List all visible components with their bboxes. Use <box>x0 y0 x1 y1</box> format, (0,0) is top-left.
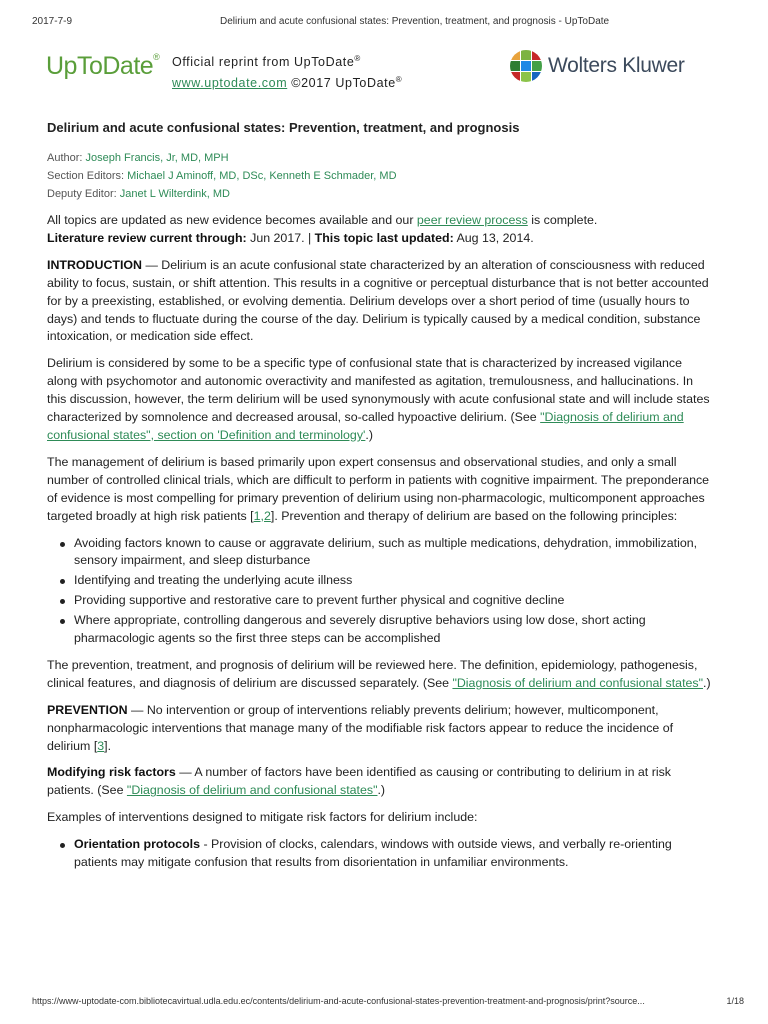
introduction-text: — Delirium is an acute confusional state characterized by an alteration of consciousness with reduced ability to focus, sustain, or shift attention. This results in a cognitive or perceptual disturbance that is not better accounted for by a preexisting, established, or evolving dementia. Delirium develops over a short period of time (usually hours to days) and tends to fluctuate during the course of the day. Delirium is typically caused by a medical condition, substance intoxication, or medication side effect. <box>47 257 709 344</box>
author-label: Author: <box>47 152 83 164</box>
risk-diagnosis-link[interactable]: "Diagnosis of delirium and confusional states" <box>126 783 378 798</box>
deputy-editor-link[interactable]: Janet L Wilterdink, MD <box>119 188 231 200</box>
definition-end: .) <box>365 427 373 442</box>
scope-text: The prevention, treatment, and prognosis of delirium will be reviewed here. The definition, epidemiology, pathogenesis, clinical features, and diagnosis of delirium are discussed separately. (See <box>47 657 698 690</box>
print-url: https://www-uptodate-com.bibliotecavirtual.udla.edu.ec/contents/delirium-and-acute-confusional-states-prevention-treatment-and-prognosis/print?source... <box>32 996 645 1006</box>
prevention-end: ]. <box>104 738 112 753</box>
orientation-text: - Provision of clocks, calendars, windows with outside views, and verbally re-orienting patients may mitigate confusion that results from disorientation in unfamiliar environments. <box>74 837 672 870</box>
reference-link-3[interactable]: 3 <box>97 738 105 753</box>
list-item: Identifying and treating the underlying acute illness <box>47 572 712 590</box>
deputy-editor-line <box>47 185 712 203</box>
definition-text: Delirium is considered by some to be a specific type of confusional state that is characterized by increased vigilance along with psychomotor and autonomic overactivity and manifested as agitation, tremulousness, and hallucinations. In this discussion, however, the term delirium will be used synonymously with acute confusional state and will include states characterized by somnolence and decreased arousal, so-called hypoactive delirium. (See <box>47 356 710 425</box>
branding-row <box>46 48 706 92</box>
article-title: Delirium and acute confusional states: Prevention, treatment, and prognosis <box>47 120 520 135</box>
management-end: ]. Prevention and therapy of delirium are based on the following principles: <box>270 508 678 523</box>
wolters-kluwer-globe-icon <box>510 50 542 82</box>
diagnosis-topic-link[interactable]: "Diagnosis of delirium and confusional states" <box>452 675 704 690</box>
article-content <box>47 120 712 881</box>
uptodate-site-link[interactable]: www.uptodate.com <box>172 76 288 91</box>
management-paragraph <box>47 454 712 526</box>
management-text: The management of delirium is based primarily upon expert consensus and observational studies, and only a small number of controlled clinical trials, which are difficult to perform in patients with cognitive impairment. The preponderance of evidence is most compelling for primary prevention of delirium using non-pharmacologic, multicomponent approaches targeted broadly at high risk patients [ <box>47 454 710 523</box>
lit-review-value: Jun 2017. | <box>250 230 312 245</box>
copyright-mark: ® <box>395 75 403 85</box>
reprint-mark: ® <box>354 54 361 63</box>
risk-factors-paragraph <box>47 764 712 800</box>
orientation-heading: Orientation protocols <box>74 837 200 852</box>
article-credits <box>47 149 712 203</box>
risk-factors-text: — A number of factors have been identified as causing or contributing to delirium in at risk patients. (See <box>47 765 671 798</box>
wolters-kluwer-name: Wolters Kluwer <box>548 54 685 77</box>
reprint-notice <box>172 50 402 92</box>
risk-factors-heading: Modifying risk factors <box>47 765 176 780</box>
section-editors-link[interactable]: Michael J Aminoff, MD, DSc, Kenneth E Schmader, MD <box>127 170 397 182</box>
print-page-title: Delirium and acute confusional states: Prevention, treatment, and prognosis - UpToDate <box>220 16 610 27</box>
update-end: is complete. <box>531 213 598 227</box>
update-notice <box>47 212 712 248</box>
risk-factors-end: .) <box>377 783 386 798</box>
print-date: 2017-7-9 <box>32 16 73 27</box>
prevention-heading: PREVENTION <box>47 702 128 717</box>
author-line <box>47 149 712 167</box>
print-header <box>32 16 744 30</box>
update-intro: All topics are updated as new evidence becomes available and our <box>47 213 414 227</box>
scope-end: .) <box>703 675 711 690</box>
section-editors-line <box>47 167 712 185</box>
last-updated-label: This topic last updated: <box>314 230 454 245</box>
principles-list <box>47 535 712 648</box>
peer-review-link[interactable]: peer review process <box>416 213 528 227</box>
reference-link-1-2[interactable]: 1,2 <box>253 508 271 523</box>
copyright-text: ©2017 UpToDate <box>291 76 396 91</box>
introduction-paragraph <box>47 257 712 347</box>
prevention-text: — No intervention or group of interventions reliably prevents delirium; however, multicomponent, nonpharmacologic interventions that manage many of the modifiable risk factors appear to reduce the incidence of delirium [ <box>47 702 674 753</box>
prevention-paragraph <box>47 702 712 756</box>
list-item <box>47 836 712 872</box>
author-link[interactable]: Joseph Francis, Jr, MD, MPH <box>85 152 229 164</box>
wolters-kluwer-logo[interactable] <box>510 50 708 84</box>
uptodate-logo[interactable] <box>46 52 159 81</box>
list-item: Where appropriate, controlling dangerous and severely disruptive behaviors using low dose, short acting pharmacologic agents so the first three steps can be accomplished <box>47 612 712 648</box>
uptodate-logo-mark: ® <box>153 52 160 62</box>
list-item: Avoiding factors known to cause or aggravate delirium, such as multiple medications, dehydration, immobilization, sensory impairment, and sleep disturbance <box>47 535 712 571</box>
list-item: Providing supportive and restorative care to prevent further physical and cognitive decline <box>47 592 712 610</box>
last-updated-value: Aug 13, 2014. <box>456 230 534 245</box>
definition-terminology-link[interactable]: "Diagnosis of delirium and confusional states", section on 'Definition and terminology' <box>47 410 684 442</box>
print-footer <box>32 996 744 1010</box>
page-number: 1/18 <box>726 996 744 1006</box>
examples-paragraph: Examples of interventions designed to mitigate risk factors for delirium include: <box>47 810 478 825</box>
section-editors-label: Section Editors: <box>47 170 125 182</box>
introduction-heading: INTRODUCTION <box>47 257 142 272</box>
reprint-line: Official reprint from UpToDate <box>172 55 355 70</box>
definition-paragraph <box>47 355 712 445</box>
lit-review-label: Literature review current through: <box>47 230 247 245</box>
deputy-editor-label: Deputy Editor: <box>47 188 117 200</box>
interventions-list <box>47 836 712 872</box>
uptodate-logo-text: UpToDate <box>46 52 154 80</box>
scope-paragraph <box>47 657 712 693</box>
